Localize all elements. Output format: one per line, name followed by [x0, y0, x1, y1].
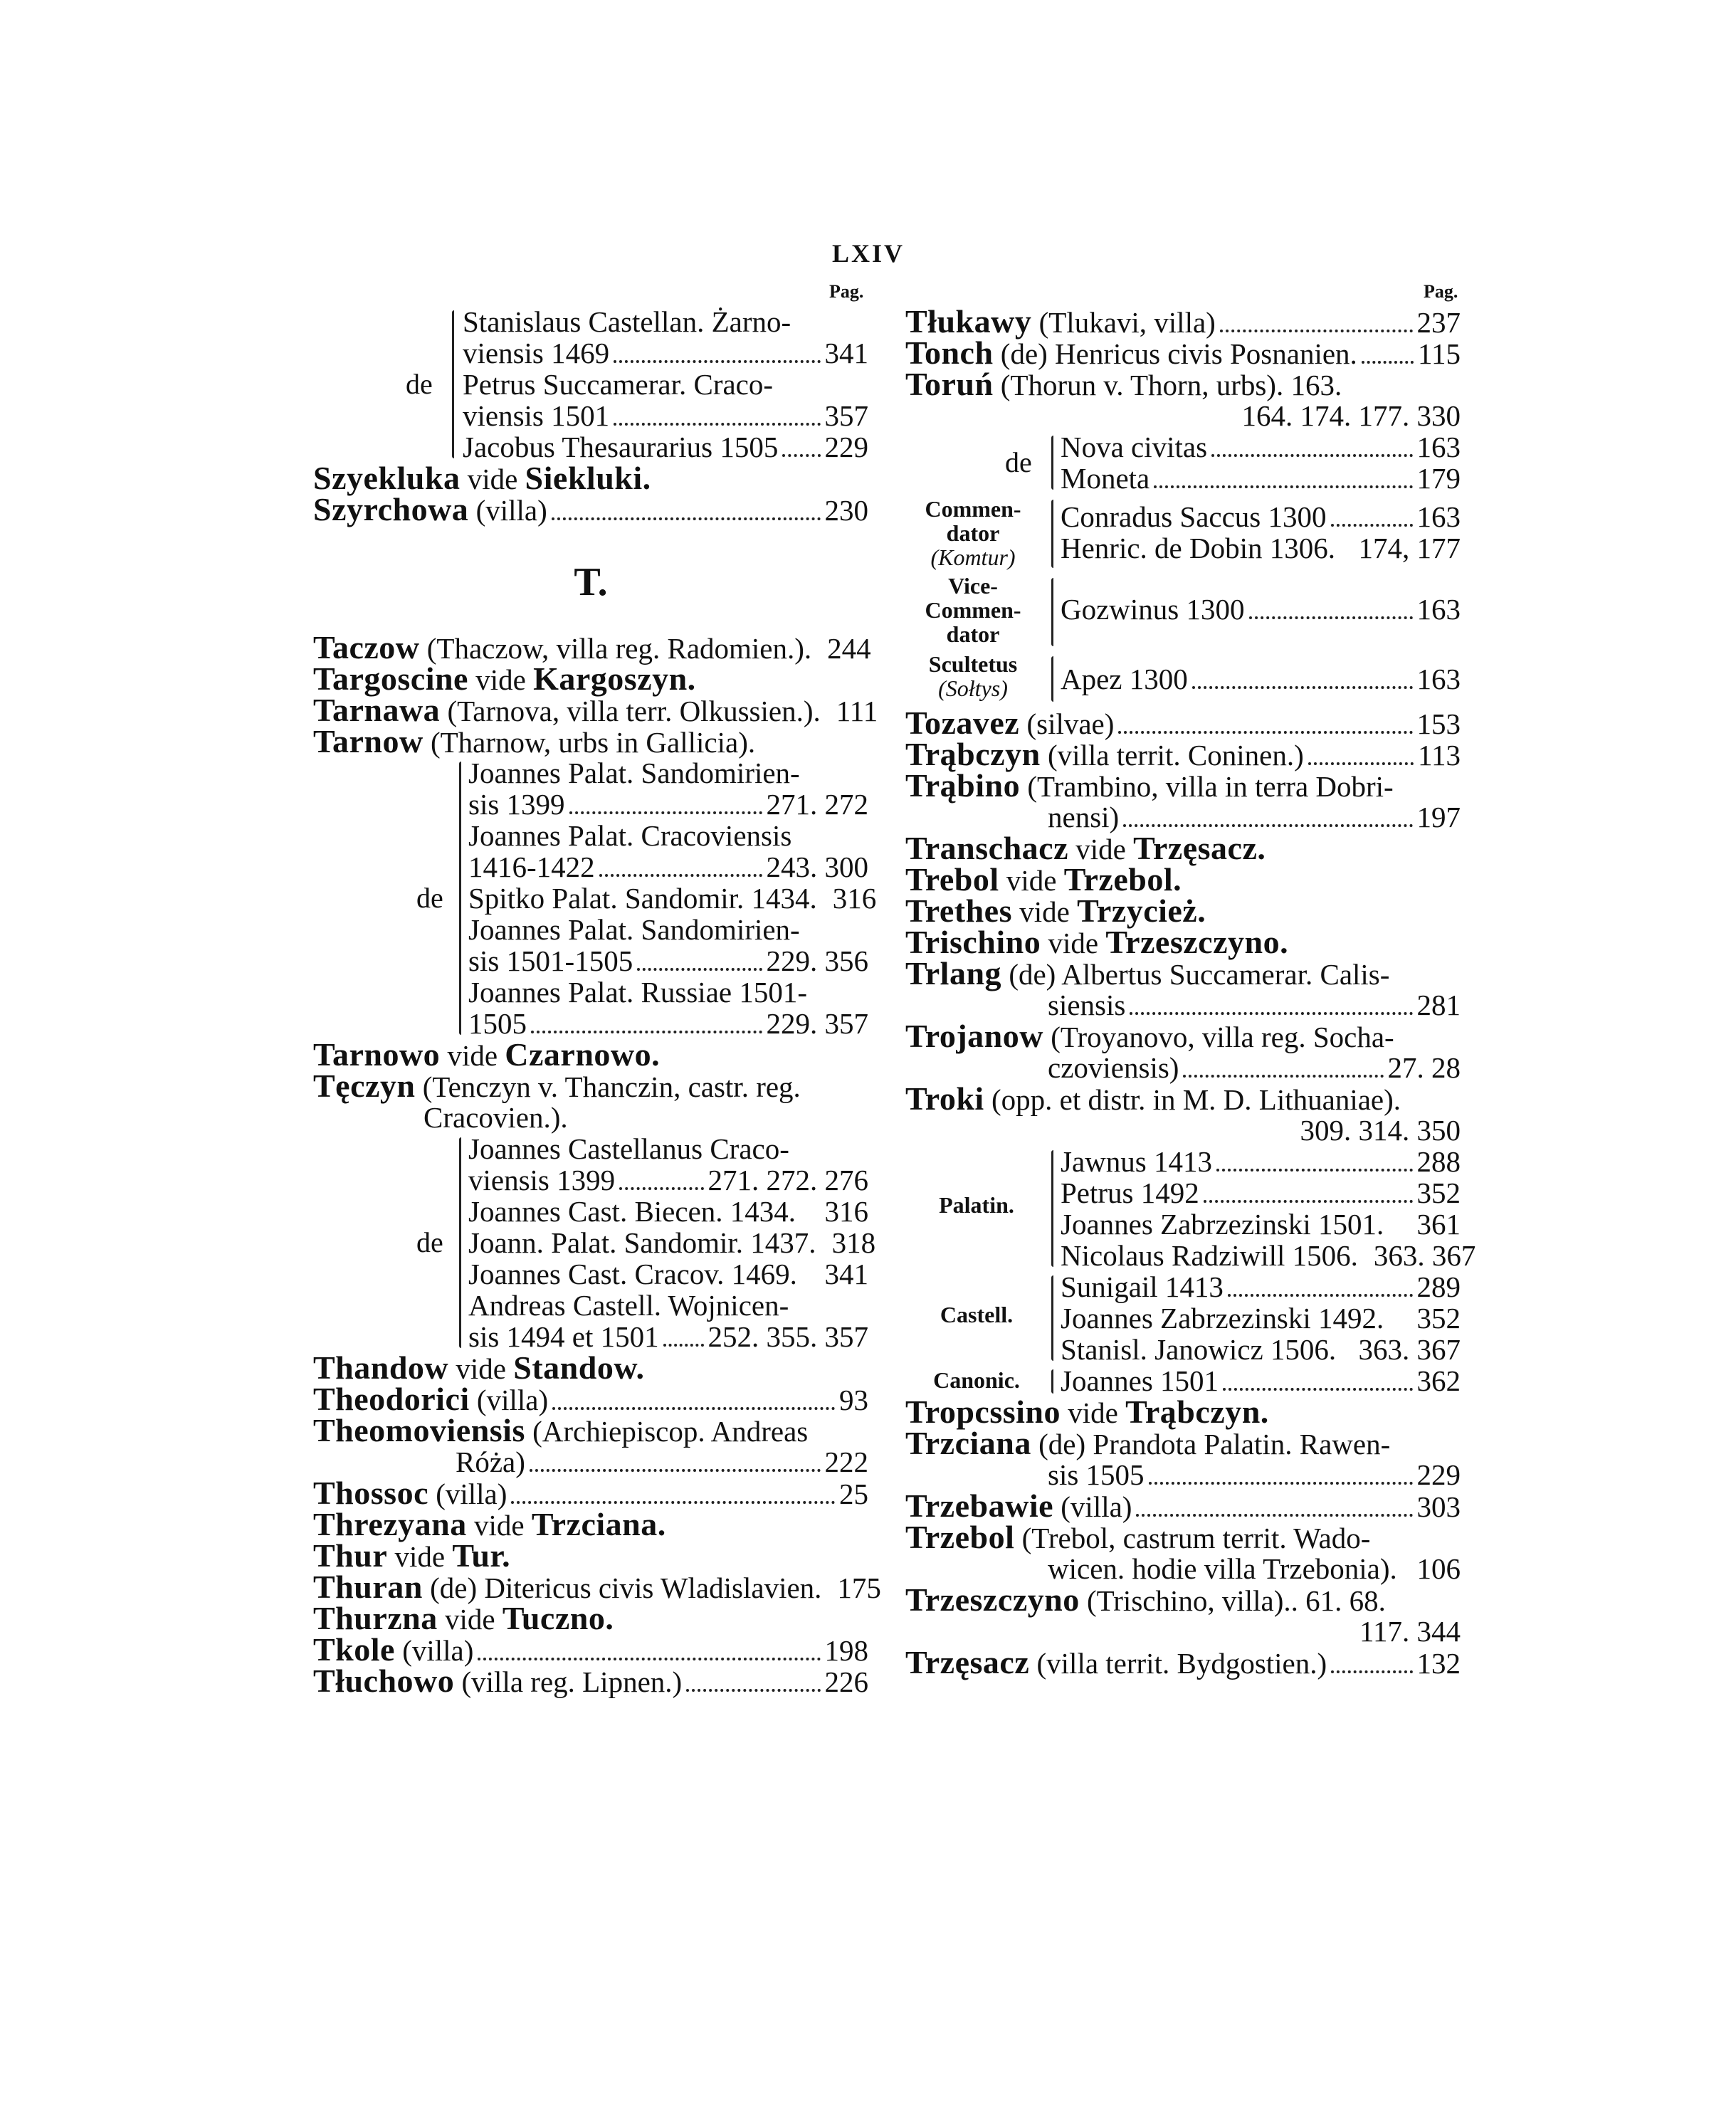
commendator-group — [905, 494, 1461, 572]
scultetus-label: Scultetus — [928, 651, 1018, 677]
section-letter: T. — [574, 560, 608, 604]
list-item: Gozwinus 1300 163 — [1061, 593, 1461, 626]
list-item: Joannes Palat. Sandomirien- — [468, 913, 800, 946]
entry-trebol: Trebol vide Trzebol. — [905, 861, 1182, 897]
entry-tropcssino: Tropcssino vide Trąbczyn. — [905, 1394, 1269, 1430]
teczyn-group — [313, 1132, 876, 1353]
brace — [1051, 578, 1053, 646]
palatin-label: Palatin. — [939, 1192, 1014, 1218]
commendator-label: Commen-dator — [925, 496, 1021, 546]
pag-label-right: Pag. — [1424, 281, 1458, 302]
komtur-label: (Komtur) — [930, 544, 1016, 570]
list-item: Jawnus 1413 288 — [1061, 1145, 1461, 1178]
entry-trzciana-cont: sis 1505 229 — [1048, 1458, 1461, 1491]
entry-trischino: Trischino vide Trzeszczyno. — [905, 924, 1289, 960]
left-column — [313, 305, 881, 1699]
list-item: Joannes Castellanus Craco- — [468, 1132, 789, 1165]
list-item: sis 1501-1505 229. 356 — [468, 944, 868, 977]
brace — [459, 762, 461, 1035]
castell-label: Castell. — [940, 1302, 1014, 1327]
brace — [1051, 436, 1053, 490]
entry-teczyn: Tęczyn (Tenczyn v. Thanczin, castr. reg. — [313, 1068, 801, 1104]
entry-szyekluka: Szyekluka vide Siekluki. — [313, 460, 651, 496]
entry-trzesacz: Trzęsacz (villa territ. Bydgostien.) 132 — [905, 1644, 1461, 1680]
list-item: Joannes Palat. Cracoviensis — [468, 819, 792, 852]
entry-troki-cont: 309. 314. 350 — [1300, 1114, 1461, 1147]
entry-trabino: Trąbino (Trambino, villa in terra Dobri- — [905, 767, 1394, 804]
de-label: de — [406, 368, 433, 400]
list-item: Moneta 179 — [1061, 462, 1461, 495]
entry-trabino-cont: nensi) 197 — [1048, 801, 1461, 833]
de-label: de — [416, 882, 443, 914]
entry-trzeszczyno: Trzeszczyno (Trischino, villa).. 61. 68. — [905, 1581, 1386, 1618]
entry-taczow: Taczow (Thaczow, villa reg. Radomien.). 244 — [313, 629, 871, 665]
entry-szyrchowa: Szyrchowa (villa) 230 — [313, 491, 868, 527]
entry-trzeszczyno-cont: 117. 344 — [1359, 1615, 1461, 1648]
list-item: Conradus Saccus 1300 163 — [1061, 500, 1461, 533]
brace — [1051, 500, 1053, 568]
entry-tozavez: Tozavez (silvae) 153 — [905, 705, 1461, 741]
vice-commendator-label: Vice-Commen-dator — [925, 573, 1021, 647]
tarnow-group — [313, 757, 877, 1040]
list-item: viensis 1399 271. 272. 276 — [468, 1164, 868, 1196]
list-item: 1505 229. 357 — [468, 1007, 868, 1040]
brace — [1051, 1369, 1053, 1394]
palatin-group — [905, 1145, 1476, 1272]
entry-thuran: Thuran (de) Ditericus civis Wladislavien. 175 — [313, 1569, 881, 1605]
entry-trojanow: Trojanow (Troyanovo, villa reg. Socha- — [905, 1018, 1394, 1054]
entry-trzebol-cont: wicen. hodie villa Trzebonia). 106 — [1048, 1552, 1461, 1585]
list-item: viensis 1501 357 — [463, 399, 868, 432]
page-numeral: LXIV — [831, 239, 905, 268]
list-item: Joannes Zabrzezinski 1492. 352 — [1061, 1302, 1461, 1334]
entry-troki: Troki (opp. et distr. in M. D. Lithuaniae). — [905, 1080, 1401, 1117]
canonic-group — [905, 1365, 1461, 1396]
list-item: Joannes Zabrzezinski 1501. 361 — [1061, 1208, 1461, 1241]
canonic-label: Canonic. — [933, 1367, 1020, 1393]
list-item: Sunigail 1413 289 — [1061, 1270, 1461, 1303]
entry-tonch: Tonch (de) Henricus civis Posnanien. 115 — [905, 335, 1461, 371]
entry-tarnawa: Tarnawa (Tarnova, villa terr. Olkussien.). 111 — [313, 692, 878, 728]
entry-trzciana: Trzciana (de) Prandota Palatin. Rawen- — [905, 1425, 1391, 1461]
list-item: Joannes Cast. Cracov. 1469. 341 — [468, 1258, 868, 1290]
entry-tlukawy: Tłukawy (Tlukavi, villa) 237 — [905, 303, 1461, 339]
entry-trlang-cont: siensis 281 — [1048, 989, 1461, 1021]
stanislaus-group — [313, 306, 868, 463]
entry-threzyana: Threzyana vide Trzciana. — [313, 1506, 666, 1542]
brace — [1051, 1275, 1053, 1361]
list-item: sis 1399 271. 272 — [468, 788, 868, 821]
de-label: de — [1005, 446, 1032, 478]
entry-tarnowo: Tarnowo vide Czarnowo. — [313, 1036, 661, 1073]
list-item: 1416-1422 243. 300 — [468, 851, 868, 883]
entry-theomoviensis-cont: Róża) 222 — [456, 1446, 868, 1478]
right-column — [905, 303, 1476, 1680]
list-item: Henric. de Dobin 1306. 174, 177 — [1061, 532, 1461, 564]
list-item: Jacobus Thesaurarius 1505 229 — [463, 431, 868, 463]
pag-label-left: Pag. — [829, 281, 864, 302]
list-item: Petrus Succamerar. Craco- — [463, 368, 774, 401]
list-item: Stanisl. Janowicz 1506. 363. 367 — [1061, 1333, 1461, 1366]
scultetus-group — [905, 651, 1461, 707]
entry-trethes: Trethes vide Trzycież. — [905, 893, 1206, 929]
list-item: Andreas Castell. Wojnicen- — [468, 1289, 789, 1322]
entry-teczyn-cont: Cracovien.). — [424, 1101, 568, 1134]
entry-tkole: Tkole (villa) 198 — [313, 1631, 868, 1668]
list-item: Joannes Palat. Russiae 1501- — [468, 976, 807, 1009]
torun-de-group — [905, 431, 1461, 494]
vice-commendator-group — [905, 572, 1461, 651]
list-item: Joannes Cast. Biecen. 1434. 316 — [468, 1195, 868, 1228]
list-item: Stanislaus Castellan. Żarno- — [463, 305, 791, 338]
entry-tarnow: Tarnow (Tharnow, urbs in Gallicia). — [313, 723, 756, 759]
brace — [452, 310, 454, 458]
brace — [1051, 1150, 1053, 1267]
list-item: Spitko Palat. Sandomir. 1434. 316 — [468, 882, 877, 915]
castell-group — [905, 1271, 1461, 1365]
entry-thandow: Thandow vide Standow. — [313, 1349, 645, 1386]
entry-targoscine: Targoscine vide Kargoszyn. — [313, 660, 696, 697]
brace — [1051, 656, 1053, 702]
list-item: Joannes 1501 362 — [1061, 1364, 1461, 1397]
list-item: viensis 1469 341 — [463, 337, 868, 369]
list-item: Joannes Palat. Sandomirien- — [468, 757, 800, 789]
list-item: Nova civitas 163 — [1061, 431, 1461, 463]
entry-torun: Toruń (Thorun v. Thorn, urbs). 163. — [905, 366, 1342, 402]
list-item: Apez 1300 163 — [1061, 663, 1461, 695]
entry-trzebawie: Trzebawie (villa) 303 — [905, 1488, 1461, 1524]
entry-trabczyn: Trąbczyn (villa territ. Coninen.) 113 — [905, 736, 1461, 772]
entry-thur: Thur vide Tur. — [313, 1537, 511, 1574]
entry-trojanow-cont: czoviensis) 27. 28 — [1048, 1051, 1461, 1084]
entry-trzebol: Trzebol (Trebol, castrum territ. Wado- — [905, 1519, 1371, 1555]
entry-transchacz: Transchacz vide Trzęsacz. — [905, 830, 1266, 866]
entry-theomoviensis: Theomoviensis (Archiepiscop. Andreas — [313, 1412, 809, 1448]
entry-tluchowo: Tłuchowo (villa reg. Lipnen.) 226 — [313, 1663, 868, 1699]
list-item: Joann. Palat. Sandomir. 1437. 318 — [468, 1226, 876, 1259]
entry-thurzna: Thurzna vide Tuczno. — [313, 1600, 614, 1636]
list-item: Nicolaus Radziwill 1506. 363. 367 — [1061, 1239, 1476, 1272]
list-item: sis 1494 et 1501 252. 355. 357 — [468, 1320, 868, 1353]
brace — [459, 1137, 461, 1348]
entry-thossoc: Thossoc (villa) 25 — [313, 1475, 868, 1511]
entry-trlang: Trlang (de) Albertus Succamerar. Calis- — [905, 955, 1390, 991]
soltys-label: (Sołtys) — [938, 675, 1008, 701]
entry-torun-cont: 164. 174. 177. 330 — [1241, 399, 1461, 432]
entry-theodorici: Theodorici (villa) 93 — [313, 1381, 868, 1417]
de-label: de — [416, 1226, 443, 1258]
list-item: Petrus 1492 352 — [1061, 1176, 1461, 1209]
